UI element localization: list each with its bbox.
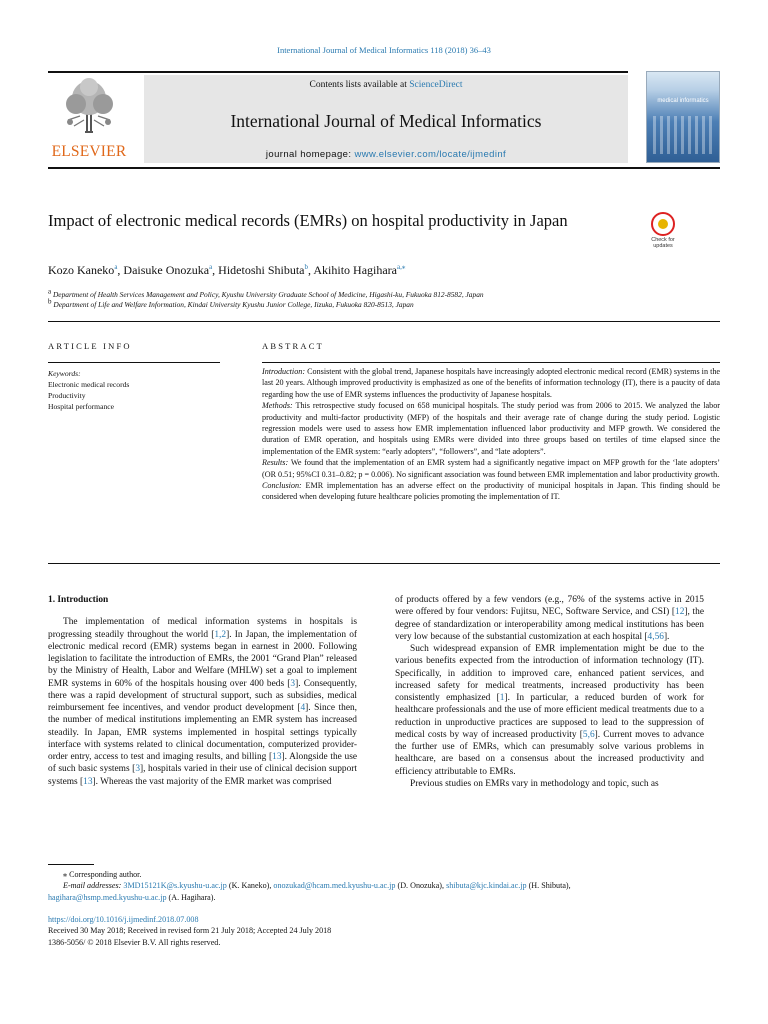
abstract-text: This retrospective study focused on 658 municipal hospitals. The study period was from 2006 to 2015. We analyzed the labor productivity and multi-factor productivity (MFP) of the hospitals and their average rate of change during the study period. Logistic regression models were used to assess how EMR implementation influenced labor productivity and MFP growth. We considered the duration of EMR operation, and hospitals using EMRs were divided into three groups based on tertiles of time elapsed since the implementation of the EMR system: “early adopters”, “followers”, and “late adopters”.	[262, 401, 720, 456]
affiliation-a	[48, 287, 688, 299]
abstract-label: Methods:	[262, 401, 293, 411]
abstract-text: EMR implementation has an adverse effect on the productivity of municipal hospitals in Japan. This finding should be considered when developing future healthcare policies promoting the implementation of IT.	[262, 481, 720, 502]
abstract-label: Results:	[262, 458, 289, 468]
abstract-label: Conclusion:	[262, 481, 302, 491]
citation-link[interactable]: 1,2	[214, 629, 227, 640]
citation-link[interactable]: 3	[290, 678, 296, 689]
citation-link[interactable]: 12	[675, 607, 685, 618]
email-owner: (A. Hagihara).	[166, 892, 216, 902]
corresponding-author-note: ⁎ Corresponding author.	[63, 870, 142, 879]
body-paragraph	[48, 616, 357, 788]
affiliation-text: Department of Life and Welfare Information, Kindai University Kyushu Junior College, Iizuka, Fukuoka 820-8513, Japan	[53, 300, 414, 309]
abstract-introduction	[262, 366, 720, 400]
abstract-results	[262, 457, 720, 480]
doi-link[interactable]: https://doi.org/10.1016/j.ijmedinf.2018.07.008	[48, 915, 199, 924]
text-run: Such widespread expansion of EMR implementation might be due to the various benefits expected from the introduction of information technology (IT). Specifically, in addition to improved care, enhanced patient services, and increased safety for medical treatments, increased productivity has been consistently emphasized [	[395, 644, 704, 703]
received-dates: Received 30 May 2018; Received in revised form 21 July 2018; Accepted 24 July 2018	[48, 926, 332, 936]
text-run: ].	[663, 631, 670, 642]
text-run: ]. Consequently, there was a rapid development of structural support, such as subsidies, medical reimbursement fee incentives, and vendor product development [	[48, 678, 357, 713]
citation-link[interactable]: 5,6	[582, 729, 595, 740]
journal-info-band	[144, 75, 628, 163]
article-info-heading: ARTICLE INFO	[48, 341, 132, 351]
body-column-left	[48, 594, 357, 788]
homepage-link[interactable]: www.elsevier.com/locate/ijmedinf	[354, 149, 507, 160]
article-info-rule	[48, 362, 220, 363]
affiliation-text: Department of Health Services Management and Policy, Kyushu University Graduate School of Medicine, Higashi-ku, Fukuoka 812-8582, Japan	[52, 290, 484, 299]
author-name[interactable]: Hidetoshi Shibuta	[218, 263, 305, 277]
citation-link[interactable]: 1	[499, 693, 505, 703]
running-head[interactable]: International Journal of Medical Informatics 118 (2018) 36–43	[277, 45, 491, 55]
copyright-line: 1386-5056/ © 2018 Elsevier B.V. All rights reserved.	[48, 937, 221, 947]
email-owner: (H. Shibuta),	[526, 881, 571, 891]
text-run: ], hospitals varied in their use of clinical decision support systems [	[48, 764, 357, 787]
affiliation-mark[interactable]: a	[209, 263, 213, 271]
article-title: Impact of electronic medical records (EMRs) on hospital productivity in Japan	[48, 211, 568, 230]
abstract-label: Introduction:	[262, 367, 306, 376]
journal-masthead	[48, 71, 720, 163]
contents-line	[144, 80, 628, 90]
abstract-heading: ABSTRACT	[262, 341, 324, 351]
abstract-methods	[262, 400, 720, 457]
affiliation-mark[interactable]: b	[304, 263, 309, 271]
author-name[interactable]: Akihito Hagihara	[313, 263, 398, 277]
footnote-rule	[48, 864, 94, 865]
citation-link[interactable]: 3	[135, 764, 140, 775]
section-title: 1. Introduction	[48, 595, 109, 605]
text-run: ]. Since then, the number of medical institutions implementing an EMR system has increased steadily. In Japan, EMR systems implemented in hospital settings typically interface with systems related to clinical documentation, computerized provider-order entry, access to test and imaging results, and billing [	[48, 703, 358, 762]
header-divider	[48, 321, 720, 322]
email-label: E-mail addresses:	[63, 881, 122, 891]
email-link[interactable]: onozukad@hcam.med.kyushu-u.ac.jp	[273, 881, 396, 891]
body-paragraph: Previous studies on EMRs vary in methodology and topic, such as	[410, 778, 659, 789]
text-run: ], the degree of standardization or interoperability among medical institutions has been very low because of the substantial customization at each hospital [	[395, 607, 705, 642]
email-link[interactable]: shibuta@kjc.kindai.ac.jp	[446, 881, 527, 891]
text-run: ]. Current moves to advance the further use of EMRs, which can presumably solve various problems in healthcare, are based on a consensus about the increased productivity and efficiency attributable to EMRs.	[395, 729, 704, 777]
citation-link[interactable]: 4,56	[647, 631, 664, 642]
abstract-rule	[262, 362, 720, 363]
crossmark-label: Check for updates	[651, 237, 675, 249]
citation-link[interactable]: 4	[300, 703, 306, 713]
masthead-bottom-rule	[48, 167, 720, 169]
keywords-label: Keywords:	[48, 369, 81, 378]
affiliation-mark: b	[48, 297, 52, 306]
affiliation-mark: a	[48, 287, 52, 296]
abstract-text: We found that the implementation of an EMR system had a significantly negative impact on MFP growth for the ‘late adopters’ (OR 0.51; 95%CI 0.31–0.82; p = 0.006). No significant association was found between EMR implementation and labor productivity growth.	[262, 458, 720, 479]
cover-graphic	[653, 116, 713, 154]
email-addresses-cont	[48, 892, 720, 903]
keyword: Productivity	[48, 391, 86, 400]
text-run: ]. In Japan, the implementation of electronic medical record (EMR) systems began in earnest in 2000. Following legislation to facilitate the introduction of EMRs, the 2001 “Grand Plan” released by the Ministry of Health, Labor and Welfare (MHLW) set a goal to implement EMR systems in 60% of the hospitals housing over 400 beds [	[48, 629, 357, 689]
citation-link[interactable]: 13	[83, 776, 93, 787]
contents-prefix: Contents lists available at	[309, 80, 410, 90]
author-list: Kozo Kaneko$^a$, Daisuke Onozuka$^a$, Hidetoshi Shibuta$^b$, Akihito Hagihara$^{a,⁎}$	[48, 263, 406, 277]
body-paragraph	[395, 643, 704, 778]
abstract-body	[262, 366, 720, 503]
email-owner: (K. Kaneko),	[226, 881, 274, 891]
crossmark-icon	[651, 212, 675, 236]
homepage-line	[144, 149, 628, 160]
abstract-bottom-rule	[48, 563, 720, 564]
email-link[interactable]: hagihara@hsmp.med.kyushu-u.ac.jp	[48, 892, 167, 902]
email-owner: (D. Onozuka),	[395, 881, 447, 891]
affiliation-mark[interactable]: a	[114, 263, 118, 271]
affiliation-mark[interactable]: a,⁎	[397, 263, 406, 271]
text-run: The implementation of medical information systems in hospitals is progressing steadily throughout the world [	[48, 617, 357, 640]
keyword: Hospital performance	[48, 402, 114, 411]
text-run: ]. Alongside the use of such basic systems [	[48, 752, 357, 775]
abstract-text: Consistent with the global trend, Japanese hospitals have increasingly adopted electronic medical record (EMR) systems in the last 20 years. Although improved productivity is emphasized as one of the benefits of information technology (IT), there is a paucity of data regarding how the use of EMR systems influences the productivity of Japanese hospitals.	[262, 367, 721, 399]
email-link[interactable]: 3MD15121K@s.kyushu-u.ac.jp	[123, 881, 227, 891]
text-run: ]. Whereas the vast majority of the EMR market was comprised	[92, 776, 332, 787]
body-column-right	[395, 594, 704, 790]
text-run: ]. In particular, a reduced burden of work for healthcare professionals and the use of more efficient medical treatments due to a reduction in unproductive practices are supposed to lead to the suppression of medical costs by way of increased productivity [	[395, 693, 705, 740]
email-addresses	[48, 880, 720, 891]
keywords-block	[48, 368, 220, 412]
doi-block	[48, 914, 720, 948]
elsevier-logo[interactable]	[48, 74, 130, 162]
footnotes	[48, 869, 720, 903]
citation-link[interactable]: 13	[272, 752, 282, 762]
text-run: of products offered by a few vendors (e.g., 76% of the systems active in 2015 were offered by four vendors: Fujitsu, NEC, Software Service, and CSI) [	[395, 595, 704, 618]
homepage-prefix: journal homepage:	[265, 149, 355, 160]
sciencedirect-link[interactable]: ScienceDirect	[409, 80, 463, 90]
author-name[interactable]: Daisuke Onozuka	[123, 263, 210, 277]
crossmark-badge[interactable]	[644, 212, 682, 252]
masthead-top-rule	[48, 71, 628, 73]
journal-cover-thumbnail[interactable]	[646, 71, 720, 163]
elsevier-wordmark: ELSEVIER	[51, 143, 127, 160]
tree-icon	[58, 76, 120, 134]
keyword: Electronic medical records	[48, 380, 130, 389]
journal-title: International Journal of Medical Informatics	[230, 111, 542, 131]
cover-title: medical informatics	[657, 98, 709, 104]
author-name[interactable]: Kozo Kaneko	[48, 263, 115, 277]
affiliation-b	[48, 297, 688, 309]
body-paragraph	[395, 594, 704, 643]
abstract-conclusion	[262, 480, 720, 503]
